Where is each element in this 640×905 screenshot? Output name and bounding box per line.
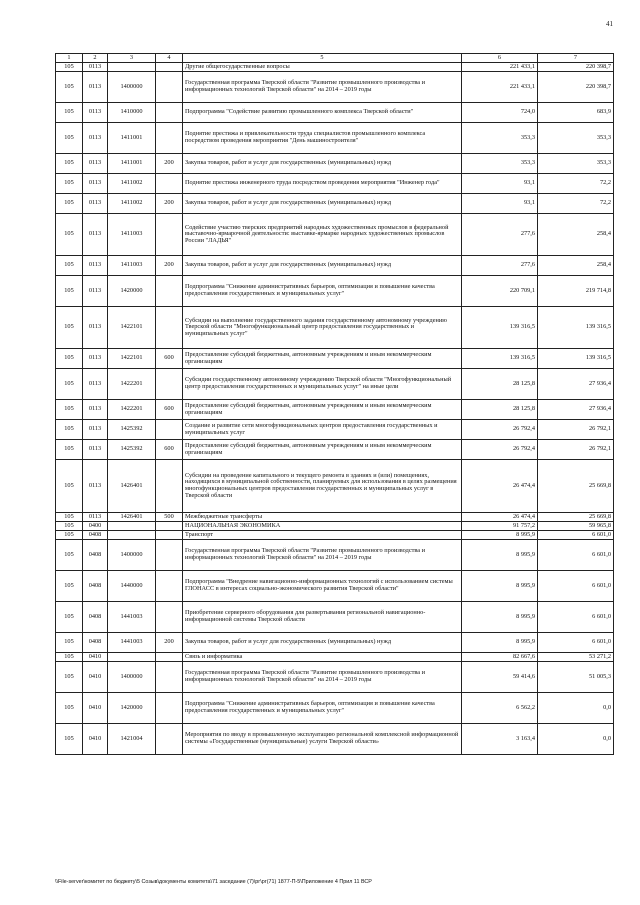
target-item-cell	[108, 522, 156, 531]
actual-amount-cell: 353,3	[538, 154, 614, 174]
section-code-cell: 105	[56, 571, 83, 602]
description-cell: Субсидии государственному автономному учреждению Тверской области "Многофункциональный центр предоставления государственных и муниципальных услуг" на иные цели	[183, 369, 462, 400]
actual-amount-cell: 683,9	[538, 103, 614, 123]
subsection-code-cell: 0113	[83, 440, 108, 460]
subsection-code-cell: 0410	[83, 653, 108, 662]
planned-amount-cell: 8 995,9	[462, 540, 538, 571]
table-row	[56, 400, 614, 420]
actual-amount-cell: 139 316,5	[538, 307, 614, 349]
subsection-code-cell: 0408	[83, 540, 108, 571]
planned-amount-cell: 3 163,4	[462, 724, 538, 755]
subsection-code-cell: 0410	[83, 724, 108, 755]
actual-amount-cell: 53 271,2	[538, 653, 614, 662]
expense-type-cell: 200	[156, 194, 183, 214]
table-row	[56, 693, 614, 724]
table-row	[56, 540, 614, 571]
target-item-cell: 1441003	[108, 602, 156, 633]
planned-amount-cell: 277,6	[462, 256, 538, 276]
table-row	[56, 369, 614, 400]
table-row	[56, 633, 614, 653]
target-item-cell: 1422201	[108, 369, 156, 400]
section-code-cell: 105	[56, 540, 83, 571]
target-item-cell	[108, 63, 156, 72]
section-code-cell: 105	[56, 194, 83, 214]
subsection-code-cell: 0113	[83, 400, 108, 420]
table-row	[56, 72, 614, 103]
planned-amount-cell: 28 125,8	[462, 400, 538, 420]
section-code-cell: 105	[56, 307, 83, 349]
target-item-cell	[108, 653, 156, 662]
target-item-cell: 1425392	[108, 440, 156, 460]
actual-amount-cell: 6 601,0	[538, 531, 614, 540]
subsection-code-cell: 0113	[83, 256, 108, 276]
expense-type-cell: 600	[156, 349, 183, 369]
table-row	[56, 256, 614, 276]
table-body	[56, 63, 614, 755]
subsection-code-cell: 0113	[83, 154, 108, 174]
target-item-cell: 1426401	[108, 460, 156, 513]
table-row	[56, 276, 614, 307]
planned-amount-cell: 353,3	[462, 123, 538, 154]
actual-amount-cell: 353,3	[538, 123, 614, 154]
description-cell: Другие общегосударственные вопросы	[183, 63, 462, 72]
section-code-cell: 105	[56, 602, 83, 633]
planned-amount-cell: 91 757,2	[462, 522, 538, 531]
actual-amount-cell: 27 936,4	[538, 400, 614, 420]
actual-amount-cell: 25 669,8	[538, 513, 614, 522]
target-item-cell: 1425392	[108, 420, 156, 440]
subsection-code-cell: 0113	[83, 214, 108, 256]
target-item-cell	[108, 531, 156, 540]
expense-type-cell	[156, 460, 183, 513]
subsection-code-cell: 0400	[83, 522, 108, 531]
description-cell: Поднятие престижа инженерного труда посредством проведения мероприятия "Инженер года"	[183, 174, 462, 194]
expense-type-cell	[156, 63, 183, 72]
subsection-code-cell: 0113	[83, 72, 108, 103]
description-cell: Приобретение серверного оборудования для развертывания региональной навигационно-информационной системы Тверской области	[183, 602, 462, 633]
table-row	[56, 214, 614, 256]
column-number-row	[56, 54, 614, 63]
target-item-cell: 1400000	[108, 662, 156, 693]
table-row	[56, 571, 614, 602]
subsection-code-cell: 0408	[83, 571, 108, 602]
section-code-cell: 105	[56, 276, 83, 307]
subsection-code-cell: 0113	[83, 276, 108, 307]
planned-amount-cell: 93,1	[462, 174, 538, 194]
file-path-footer: \\File-server\комитет по бюджету\5 Созыв\документы комитета\71 заседание (7)\рг\рг(71) 1877-П-5\Приложение 4 Прил 11 ВСР	[55, 879, 372, 885]
section-code-cell: 105	[56, 369, 83, 400]
subsection-code-cell: 0113	[83, 174, 108, 194]
column-header: 5	[183, 54, 462, 63]
actual-amount-cell: 258,4	[538, 256, 614, 276]
planned-amount-cell: 8 995,9	[462, 602, 538, 633]
table-row	[56, 123, 614, 154]
subsection-code-cell: 0113	[83, 349, 108, 369]
description-cell: Создание и развитие сети многофункциональных центров предоставления государственных и муниципальных услуг	[183, 420, 462, 440]
expense-type-cell	[156, 72, 183, 103]
description-cell: Подпрограмма "Снижение административных барьеров, оптимизация и повышение качества предоставления государственных и муниципальных услуг"	[183, 276, 462, 307]
description-cell: Предоставление субсидий бюджетным, автономным учреждениям и иным некоммерческим организациям	[183, 349, 462, 369]
description-cell: Государственная программа Тверской области "Развитие промышленного производства и информационных технологий Тверской области" на 2014 – 2019 годы	[183, 72, 462, 103]
actual-amount-cell: 258,4	[538, 214, 614, 256]
target-item-cell: 1400000	[108, 72, 156, 103]
expense-type-cell: 200	[156, 633, 183, 653]
planned-amount-cell: 26 792,4	[462, 420, 538, 440]
planned-amount-cell: 93,1	[462, 194, 538, 214]
target-item-cell: 1440000	[108, 571, 156, 602]
subsection-code-cell: 0408	[83, 633, 108, 653]
planned-amount-cell: 220 709,1	[462, 276, 538, 307]
expense-type-cell: 200	[156, 256, 183, 276]
subsection-code-cell: 0113	[83, 307, 108, 349]
planned-amount-cell: 26 474,4	[462, 513, 538, 522]
description-cell: Содействие участию тверских предприятий народных художественных промыслов в федеральной выставочно-ярмарочной деятельности: выставке-ярмарке народных художественных промыслов России "ЛАДЬЯ"	[183, 214, 462, 256]
section-code-cell: 105	[56, 440, 83, 460]
target-item-cell: 1411001	[108, 154, 156, 174]
table-row	[56, 440, 614, 460]
description-cell: Закупка товаров, работ и услуг для государственных (муниципальных) нужд	[183, 194, 462, 214]
subsection-code-cell: 0410	[83, 662, 108, 693]
description-cell: Государственная программа Тверской области "Развитие промышленного производства и информационных технологий Тверской области" на 2014 – 2019 годы	[183, 540, 462, 571]
expense-type-cell	[156, 420, 183, 440]
target-item-cell: 1400000	[108, 540, 156, 571]
expense-type-cell	[156, 103, 183, 123]
target-item-cell: 1422101	[108, 307, 156, 349]
expense-type-cell	[156, 662, 183, 693]
subsection-code-cell: 0113	[83, 513, 108, 522]
section-code-cell: 105	[56, 349, 83, 369]
section-code-cell: 105	[56, 522, 83, 531]
expense-type-cell	[156, 522, 183, 531]
planned-amount-cell: 26 792,4	[462, 440, 538, 460]
planned-amount-cell: 353,3	[462, 154, 538, 174]
expense-type-cell	[156, 174, 183, 194]
planned-amount-cell: 26 474,4	[462, 460, 538, 513]
page-number: 41	[606, 20, 613, 28]
target-item-cell: 1411002	[108, 174, 156, 194]
subsection-code-cell: 0113	[83, 194, 108, 214]
subsection-code-cell: 0113	[83, 369, 108, 400]
target-item-cell: 1420000	[108, 693, 156, 724]
target-item-cell: 1411001	[108, 123, 156, 154]
section-code-cell: 105	[56, 400, 83, 420]
target-item-cell: 1426401	[108, 513, 156, 522]
planned-amount-cell: 8 995,9	[462, 633, 538, 653]
expense-type-cell	[156, 307, 183, 349]
planned-amount-cell: 277,6	[462, 214, 538, 256]
section-code-cell: 105	[56, 123, 83, 154]
expense-type-cell	[156, 276, 183, 307]
planned-amount-cell: 82 667,6	[462, 653, 538, 662]
description-cell: Закупка товаров, работ и услуг для государственных (муниципальных) нужд	[183, 256, 462, 276]
planned-amount-cell: 8 995,9	[462, 531, 538, 540]
table-row	[56, 103, 614, 123]
target-item-cell: 1420000	[108, 276, 156, 307]
column-header: 6	[462, 54, 538, 63]
actual-amount-cell: 139 316,5	[538, 349, 614, 369]
section-code-cell: 105	[56, 256, 83, 276]
planned-amount-cell: 139 316,5	[462, 349, 538, 369]
section-code-cell: 105	[56, 513, 83, 522]
actual-amount-cell: 220 398,7	[538, 63, 614, 72]
actual-amount-cell: 220 398,7	[538, 72, 614, 103]
expense-type-cell: 600	[156, 440, 183, 460]
table-row	[56, 531, 614, 540]
expense-type-cell: 500	[156, 513, 183, 522]
column-header: 1	[56, 54, 83, 63]
description-cell: Закупка товаров, работ и услуг для государственных (муниципальных) нужд	[183, 633, 462, 653]
table-row	[56, 662, 614, 693]
description-cell: Межбюджетные трансферты	[183, 513, 462, 522]
subsection-code-cell: 0113	[83, 460, 108, 513]
actual-amount-cell: 27 936,4	[538, 369, 614, 400]
actual-amount-cell: 6 601,0	[538, 540, 614, 571]
planned-amount-cell: 139 316,5	[462, 307, 538, 349]
description-cell: Предоставление субсидий бюджетным, автономным учреждениям и иным некоммерческим организациям	[183, 400, 462, 420]
section-code-cell: 105	[56, 693, 83, 724]
section-code-cell: 105	[56, 174, 83, 194]
planned-amount-cell: 724,0	[462, 103, 538, 123]
table-row	[56, 307, 614, 349]
table-row	[56, 194, 614, 214]
table-row	[56, 653, 614, 662]
actual-amount-cell: 26 792,1	[538, 440, 614, 460]
section-code-cell: 105	[56, 460, 83, 513]
table-row	[56, 724, 614, 755]
description-cell: Транспорт	[183, 531, 462, 540]
subsection-code-cell: 0113	[83, 420, 108, 440]
column-header: 4	[156, 54, 183, 63]
subsection-code-cell: 0113	[83, 123, 108, 154]
subsection-code-cell: 0410	[83, 693, 108, 724]
expense-type-cell	[156, 123, 183, 154]
target-item-cell: 1421004	[108, 724, 156, 755]
description-cell: Поднятие престижа и привлекательности труда специалистов промышленного комплекса посредством проведения мероприятия "День машиностроителя"	[183, 123, 462, 154]
subsection-code-cell: 0113	[83, 63, 108, 72]
description-cell: Субсидии на выполнение государственного задания государственному автономному учреждению Тверской области "Многофункциональный центр предоставления государственных и муниципальных услуг"	[183, 307, 462, 349]
actual-amount-cell: 51 005,3	[538, 662, 614, 693]
planned-amount-cell: 221 433,1	[462, 63, 538, 72]
section-code-cell: 105	[56, 653, 83, 662]
expense-type-cell	[156, 531, 183, 540]
target-item-cell: 1441003	[108, 633, 156, 653]
target-item-cell: 1410000	[108, 103, 156, 123]
expense-type-cell	[156, 693, 183, 724]
expense-type-cell: 200	[156, 154, 183, 174]
subsection-code-cell: 0113	[83, 103, 108, 123]
planned-amount-cell: 221 433,1	[462, 72, 538, 103]
section-code-cell: 105	[56, 662, 83, 693]
description-cell: Субсидии на проведение капитального и текущего ремонта в зданиях и (или) помещениях, находящихся в муниципальной собственности, планируемых для использования в целях размещения многофункциональных центров предоставления государственных и муниципальных услуг в Тверской области	[183, 460, 462, 513]
actual-amount-cell: 6 601,0	[538, 602, 614, 633]
actual-amount-cell: 26 792,1	[538, 420, 614, 440]
table-row	[56, 349, 614, 369]
actual-amount-cell: 72,2	[538, 174, 614, 194]
actual-amount-cell: 219 714,8	[538, 276, 614, 307]
section-code-cell: 105	[56, 420, 83, 440]
target-item-cell: 1422101	[108, 349, 156, 369]
section-code-cell: 105	[56, 531, 83, 540]
target-item-cell: 1411002	[108, 194, 156, 214]
section-code-cell: 105	[56, 154, 83, 174]
planned-amount-cell: 28 125,8	[462, 369, 538, 400]
table-row	[56, 420, 614, 440]
actual-amount-cell: 25 669,8	[538, 460, 614, 513]
section-code-cell: 105	[56, 724, 83, 755]
section-code-cell: 105	[56, 103, 83, 123]
actual-amount-cell: 72,2	[538, 194, 614, 214]
description-cell: Государственная программа Тверской области "Развитие промышленного производства и информационных технологий Тверской области" на 2014 – 2019 годы	[183, 662, 462, 693]
actual-amount-cell: 6 601,0	[538, 571, 614, 602]
expense-type-cell	[156, 724, 183, 755]
target-item-cell: 1411003	[108, 214, 156, 256]
expense-type-cell	[156, 540, 183, 571]
target-item-cell: 1422201	[108, 400, 156, 420]
table-row	[56, 460, 614, 513]
actual-amount-cell: 0,0	[538, 724, 614, 755]
actual-amount-cell: 6 601,0	[538, 633, 614, 653]
section-code-cell: 105	[56, 633, 83, 653]
section-code-cell: 105	[56, 72, 83, 103]
subsection-code-cell: 0408	[83, 531, 108, 540]
description-cell: Закупка товаров, работ и услуг для государственных (муниципальных) нужд	[183, 154, 462, 174]
column-header: 3	[108, 54, 156, 63]
description-cell: Связь и информатика	[183, 653, 462, 662]
column-header: 7	[538, 54, 614, 63]
description-cell: Подпрограмма "Содействие развитию промышленного комплекса Тверской области"	[183, 103, 462, 123]
subsection-code-cell: 0408	[83, 602, 108, 633]
description-cell: Предоставление субсидий бюджетным, автономным учреждениям и иным некоммерческим организациям	[183, 440, 462, 460]
actual-amount-cell: 59 965,8	[538, 522, 614, 531]
planned-amount-cell: 6 562,2	[462, 693, 538, 724]
expense-type-cell	[156, 369, 183, 400]
expense-type-cell	[156, 653, 183, 662]
description-cell: Мероприятия по вводу в промышленную эксплуатацию региональной комплексной информационной системы «Государственные (муниципальные) услуги Тверской области»	[183, 724, 462, 755]
expense-type-cell	[156, 602, 183, 633]
actual-amount-cell: 0,0	[538, 693, 614, 724]
table-row	[56, 522, 614, 531]
description-cell: Подпрограмма "Внедрение навигационно-информационных технологий с использованием системы ГЛОНАСС в интересах социально-экономического развития Тверской области"	[183, 571, 462, 602]
budget-table	[55, 53, 614, 755]
section-code-cell: 105	[56, 214, 83, 256]
table-row	[56, 154, 614, 174]
description-cell: НАЦИОНАЛЬНАЯ ЭКОНОМИКА	[183, 522, 462, 531]
table-row	[56, 602, 614, 633]
expense-type-cell	[156, 571, 183, 602]
section-code-cell: 105	[56, 63, 83, 72]
table-row	[56, 63, 614, 72]
expense-type-cell	[156, 214, 183, 256]
planned-amount-cell: 8 995,9	[462, 571, 538, 602]
planned-amount-cell: 59 414,6	[462, 662, 538, 693]
column-header: 2	[83, 54, 108, 63]
description-cell: Подпрограмма "Снижение административных барьеров, оптимизация и повышение качества предоставления государственных и муниципальных услуг"	[183, 693, 462, 724]
expense-type-cell: 600	[156, 400, 183, 420]
table-row	[56, 513, 614, 522]
target-item-cell: 1411003	[108, 256, 156, 276]
table-row	[56, 174, 614, 194]
